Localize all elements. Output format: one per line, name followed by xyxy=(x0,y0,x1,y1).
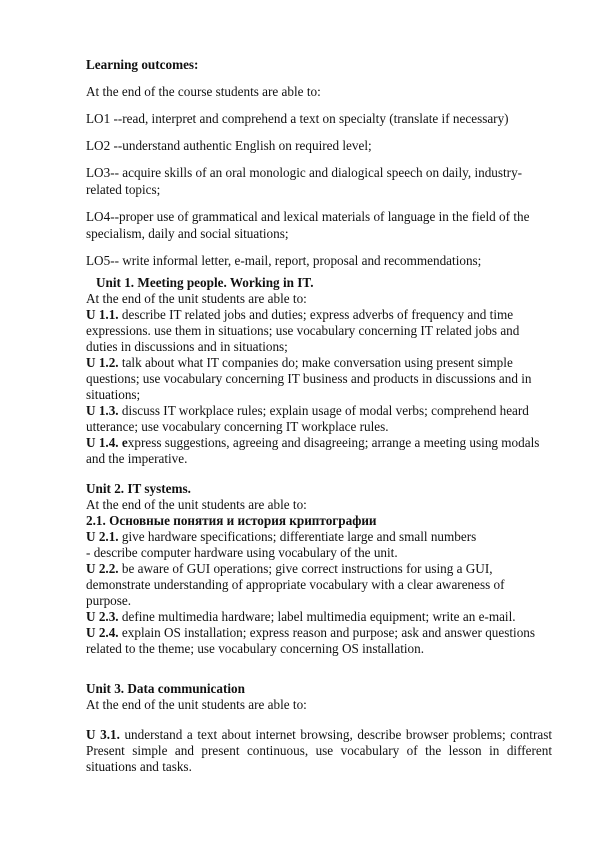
unit-2-outcome: U 2.1. give hardware specifications; differentiate large and small numbers xyxy=(86,529,477,544)
learning-outcomes-section xyxy=(86,56,552,269)
document-page xyxy=(86,56,552,775)
outcome-lo2: LO2 --understand authentic English on required level; xyxy=(86,138,372,153)
unit-1-section xyxy=(86,275,552,467)
unit-3-intro: At the end of the unit students are able to: xyxy=(86,697,307,712)
unit-3-title: Unit 3. Data communication xyxy=(86,681,245,696)
learning-outcomes-heading: Learning outcomes: xyxy=(86,57,199,72)
unit-2-subtitle: 2.1. Основные понятия и история криптографии xyxy=(86,513,377,528)
unit-3-outcome: U 3.1. understand a text about internet browsing, describe browser problems; contrast Present simple and present continuous, use vocabulary of the lesson in different situations and tasks. xyxy=(86,727,552,774)
unit-2-outcome: U 2.2. be aware of GUI operations; give correct instructions for using a GUI, demonstrate understanding of appropriate vocabulary with a clear awareness of purpose. xyxy=(86,561,505,608)
unit-1-outcome: U 1.1. describe IT related jobs and duties; express adverbs of frequency and time expressions. use them in situations; use vocabulary concerning IT related jobs and duties in discussions and in situations; xyxy=(86,307,520,354)
unit-2-outcome: - describe computer hardware using vocabulary of the unit. xyxy=(86,545,398,560)
unit-1-outcome: U 1.3. discuss IT workplace rules; explain usage of modal verbs; comprehend heard utterance; use vocabulary concerning IT workplace rules. xyxy=(86,403,529,434)
outcome-lo4: LO4--proper use of grammatical and lexical materials of language in the field of the specialism, daily and social situations; xyxy=(86,209,530,241)
unit-3-section xyxy=(86,681,552,775)
outcome-lo5: LO5-- write informal letter, e-mail, report, proposal and recommendations; xyxy=(86,253,482,268)
outcome-lo1: LO1 --read, interpret and comprehend a text on specialty (translate if necessary) xyxy=(86,111,509,126)
unit-1-title: Unit 1. Meeting people. Working in IT. xyxy=(96,275,314,290)
outcome-lo3: LO3-- acquire skills of an oral monologic and dialogical speech on daily, industry-related topics; xyxy=(86,165,523,197)
unit-2-section xyxy=(86,481,552,657)
unit-2-intro: At the end of the unit students are able to: xyxy=(86,497,307,512)
unit-2-outcome: U 2.3. define multimedia hardware; label multimedia equipment; write an e-mail. xyxy=(86,609,516,624)
unit-1-outcome: U 1.2. talk about what IT companies do; make conversation using present simple questions; use vocabulary concerning IT business and products in discussions and in situations; xyxy=(86,355,532,402)
unit-2-title: Unit 2. IT systems. xyxy=(86,481,191,496)
unit-1-outcome: U 1.4. express suggestions, agreeing and disagreeing; arrange a meeting using modals and the imperative. xyxy=(86,435,540,466)
unit-1-intro: At the end of the unit students are able to: xyxy=(86,291,307,306)
learning-outcomes-intro: At the end of the course students are able to: xyxy=(86,84,321,99)
unit-2-outcome: U 2.4. explain OS installation; express reason and purpose; ask and answer questions related to the theme; use vocabulary concerning OS installation. xyxy=(86,625,536,656)
